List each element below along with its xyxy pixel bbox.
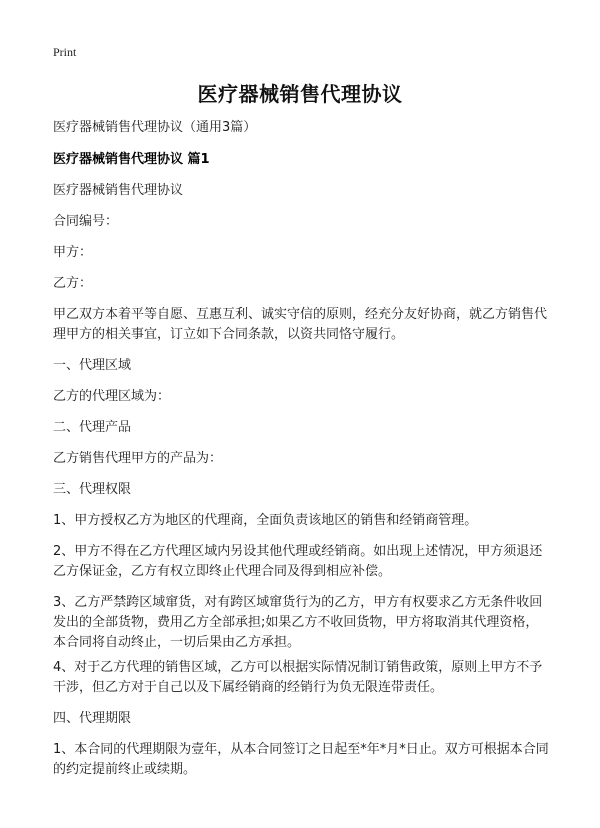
section-heading-authority: 三、代理权限 [53,482,132,497]
region-clause: 乙方的代理区域为： [53,389,171,404]
section-heading-region: 一、代理区域 [53,358,132,373]
authority-clause-2: 2、甲方不得在乙方代理区域内另设其他代理或经销商。如出现上述情况，甲方须退还乙方保证金，乙方有权立即终止代理合同及得到相应补偿。 [53,544,543,579]
authority-clause-3: 3、乙方严禁跨区域窜货，对有跨区域窜货行为的乙方，甲方有权要求乙方无条件收回发出的全部货物，费用乙方全部承担;如果乙方不收回货物，甲方将取消其代理资格，本合同将自动终止，一切后果由乙方承担。 [53,595,543,650]
print-link[interactable]: Print [53,45,77,59]
section-heading-term: 四、代理期限 [53,711,132,726]
agreement-name: 医疗器械销售代理协议 [53,183,184,198]
document-title: 医疗器械销售代理协议 [197,82,403,106]
authority-clause-4: 4、对于乙方代理的销售区域，乙方可以根据实际情况制订销售政策，原则上甲方不予干涉，但乙方对于自己以及下属经销商的经销行为负无限连带责任。 [53,660,543,695]
preamble-paragraph: 甲乙双方本着平等自愿、互惠互利、诚实守信的原则，经充分友好协商，就乙方销售代理甲方的相关事宜，订立如下合同条款，以资共同恪守履行。 [53,307,548,342]
document-subtitle: 医疗器械销售代理协议（通用3篇） [53,120,257,135]
products-clause: 乙方销售代理甲方的产品为： [53,451,223,466]
section-heading: 医疗器械销售代理协议 篇1 [53,152,210,167]
term-clause-1: 1、本合同的代理期限为壹年，从本合同签订之日起至*年*月*日止。双方可根据本合同的约定提前终止或续期。 [53,742,549,777]
contract-number-label: 合同编号： [53,214,119,229]
party-b-label: 乙方： [53,276,93,291]
section-heading-products: 二、代理产品 [53,420,132,435]
authority-clause-1: 1、甲方授权乙方为地区的代理商，全面负责该地区的销售和经销商管理。 [53,513,478,528]
party-a-label: 甲方： [53,245,93,260]
